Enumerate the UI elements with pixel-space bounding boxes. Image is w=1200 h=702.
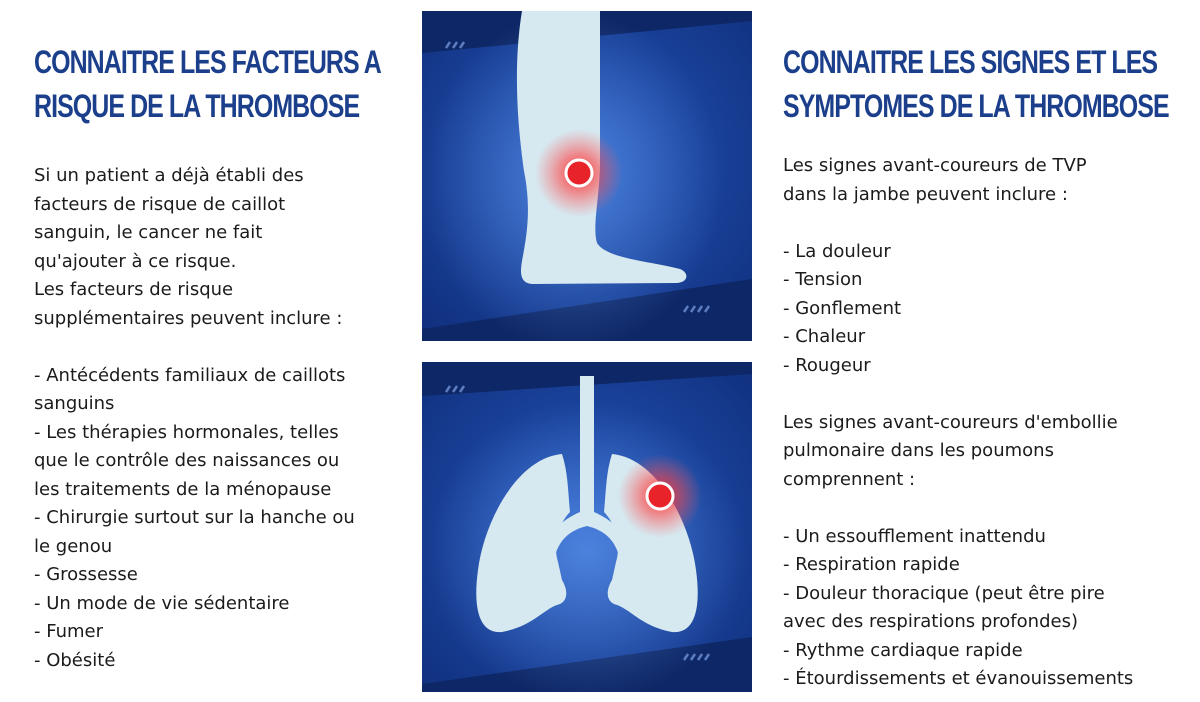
pe-intro-line: Les signes avant-coureurs d'embollie — [783, 411, 1118, 433]
pe-intro-line: pulmonaire dans les poumons — [783, 440, 1054, 461]
risk-intro-line: Si un patient a déjà établi des — [34, 165, 304, 186]
left-title-line: CONNAITRE LES FACTEURS A — [34, 44, 381, 80]
spacer — [34, 333, 404, 362]
pe-item: avec des respirations profondes) — [783, 611, 1078, 632]
risk-item-line: les traitements de la ménopause — [34, 478, 332, 500]
pe-intro-line: comprennent : — [783, 468, 916, 490]
dvt-item: - Chaleur — [783, 326, 866, 347]
dvt-item: - La douleur — [783, 240, 891, 262]
risk-intro-line: qu'ajouter à ce risque. — [34, 250, 237, 272]
left-title — [34, 40, 381, 128]
dvt-item: - Gonflement — [783, 297, 902, 319]
risk-item-line: le genou — [34, 535, 113, 557]
symptoms-text — [783, 152, 1183, 694]
pe-item: - Respiration rapide — [783, 554, 960, 575]
risk-item-line: - Fumer — [34, 621, 104, 642]
leg-icon — [422, 11, 752, 341]
risk-intro-line: facteurs de risque de caillot — [34, 193, 286, 215]
right-title-line: CONNAITRE LES SIGNES ET LES — [783, 44, 1158, 80]
risk-item-line: - Les thérapies hormonales, telles — [34, 421, 339, 443]
pe-item: - Douleur thoracique (peut être pire — [783, 582, 1105, 604]
risk-factors-text — [34, 162, 404, 675]
risk-item-line: - Un mode de vie sédentaire — [34, 592, 290, 614]
pe-item: - Un essoufflement inattendu — [783, 525, 1046, 547]
spacer — [783, 380, 1183, 409]
spacer — [783, 209, 1183, 238]
risk-item-line: - Grossesse — [34, 564, 138, 585]
risk-item-line: que le contrôle des naissances ou — [34, 450, 340, 471]
lungs-illustration — [422, 362, 752, 692]
leg-illustration — [422, 11, 752, 341]
pe-item: - Rythme cardiaque rapide — [783, 639, 1023, 661]
right-title-line: SYMPTOMES DE LA THROMBOSE — [783, 88, 1169, 124]
risk-item-line: - Chirurgie surtout sur la hanche ou — [34, 507, 355, 528]
pe-item: - Étourdissements et évanouissements — [783, 668, 1134, 689]
risk-intro-line: Les facteurs de risque — [34, 279, 234, 300]
risk-intro-line: sanguin, le cancer ne fait — [34, 222, 263, 243]
lungs-icon — [422, 362, 752, 692]
left-title-line: RISQUE DE LA THROMBOSE — [34, 88, 360, 124]
risk-item-line: - Obésité — [34, 649, 116, 671]
dvt-item: - Rougeur — [783, 354, 871, 376]
risk-item-line: sanguins — [34, 393, 115, 414]
risk-item-line: - Antécédents familiaux de caillots — [34, 364, 346, 386]
right-title — [783, 40, 1169, 128]
risk-intro-line: supplémentaires peuvent inclure : — [34, 307, 343, 329]
dvt-item: - Tension — [783, 269, 863, 290]
dvt-intro-line: Les signes avant-coureurs de TVP — [783, 155, 1087, 176]
spacer — [783, 494, 1183, 523]
dvt-intro-line: dans la jambe peuvent inclure : — [783, 183, 1068, 205]
